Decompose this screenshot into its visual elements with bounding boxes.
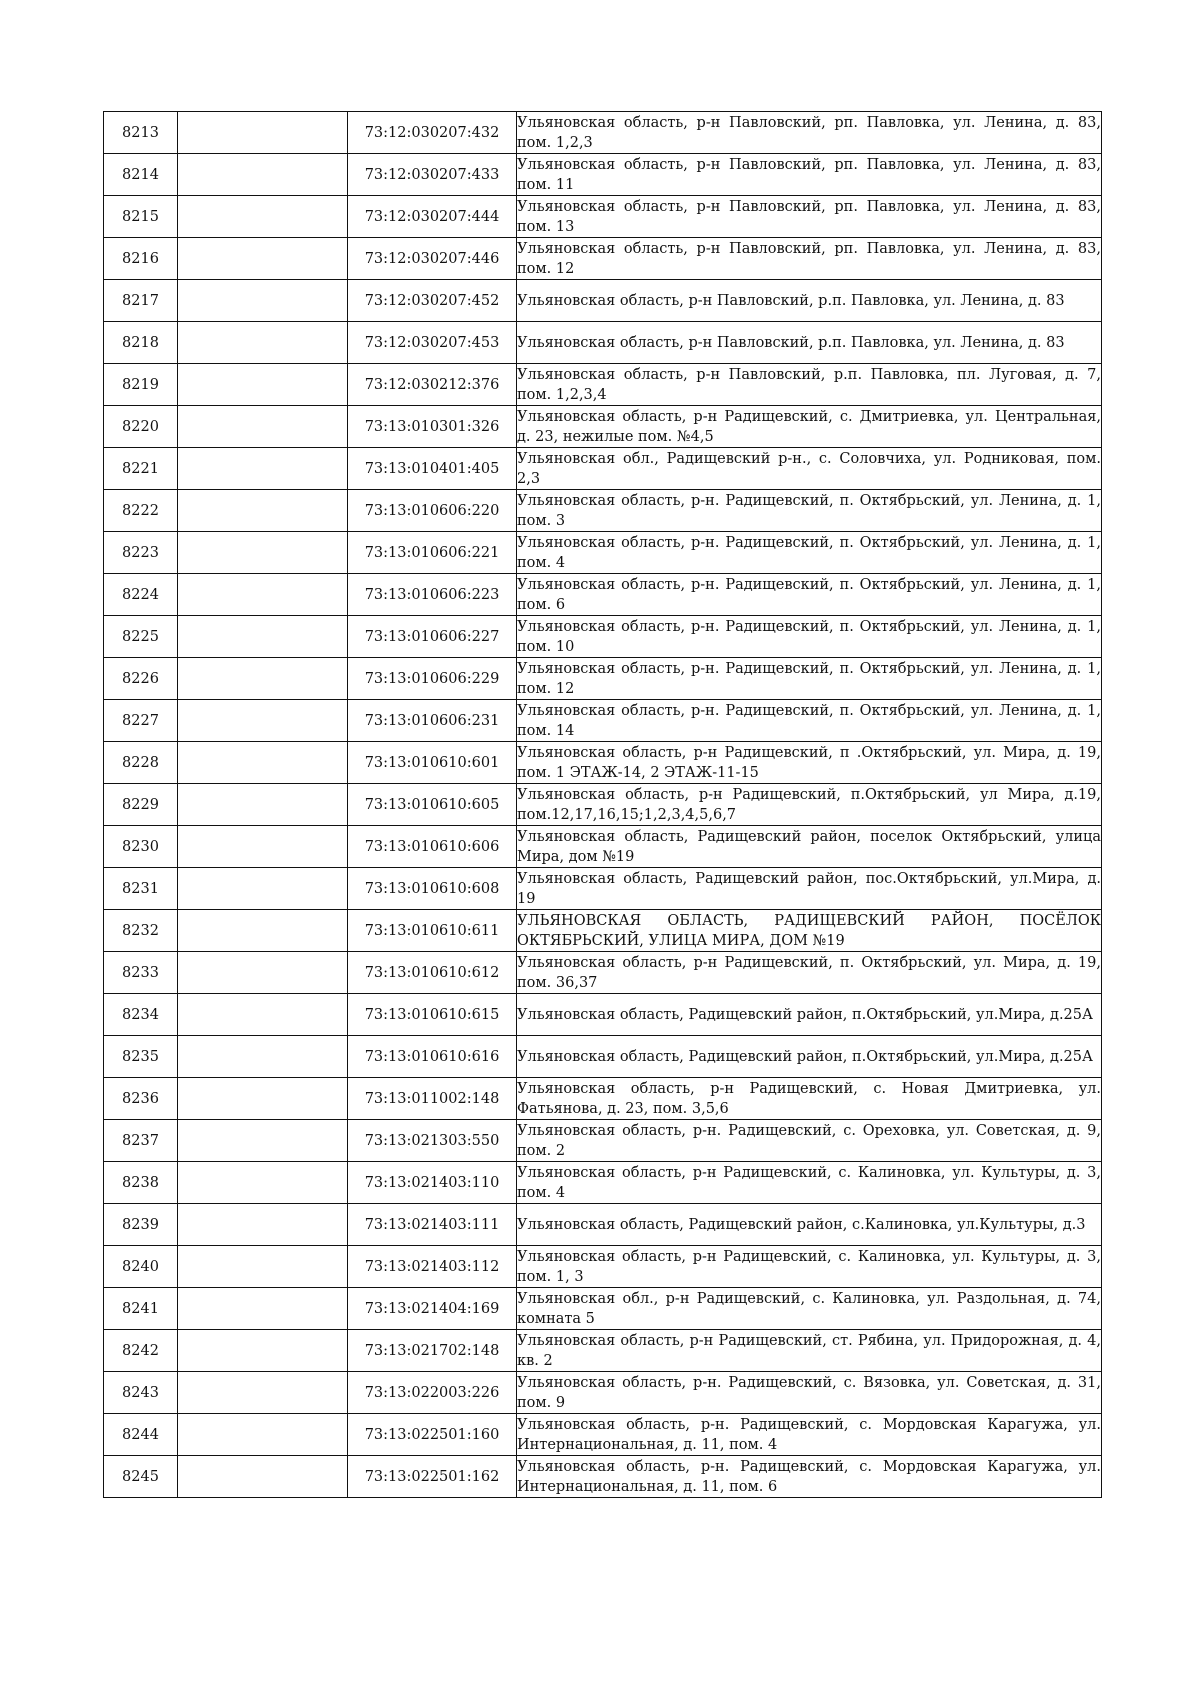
address-cell: Ульяновская область, р-н Павловский, р.п. Павловка, ул. Ленина, д. 83 bbox=[517, 322, 1102, 364]
cadastral-number-cell: 73:13:021403:111 bbox=[348, 1204, 517, 1246]
cadastral-number-cell: 73:12:030207:444 bbox=[348, 196, 517, 238]
property-registry-table bbox=[103, 111, 1102, 1498]
address-cell: Ульяновская область, р-н. Радищевский, с. Вязовка, ул. Советская, д. 31, пом. 9 bbox=[517, 1372, 1102, 1414]
empty-cell bbox=[178, 784, 348, 826]
address-cell: Ульяновская область, р-н Радищевский, с. Калиновка, ул. Культуры, д. 3, пом. 4 bbox=[517, 1162, 1102, 1204]
table-row bbox=[104, 1162, 1102, 1204]
address-cell: УЛЬЯНОВСКАЯ ОБЛАСТЬ, РАДИЩЕВСКИЙ РАЙОН, ПОСЁЛОК ОКТЯБРЬСКИЙ, УЛИЦА МИРА, ДОМ №19 bbox=[517, 910, 1102, 952]
empty-cell bbox=[178, 280, 348, 322]
table-row bbox=[104, 1120, 1102, 1162]
row-number-cell: 8222 bbox=[104, 490, 178, 532]
row-number-cell: 8242 bbox=[104, 1330, 178, 1372]
address-cell: Ульяновская обл., р-н Радищевский, с. Калиновка, ул. Раздольная, д. 74, комната 5 bbox=[517, 1288, 1102, 1330]
address-cell: Ульяновская область, р-н Радищевский, п. Октябрьский, ул. Мира, д. 19, пом. 36,37 bbox=[517, 952, 1102, 994]
cadastral-number-cell: 73:12:030207:432 bbox=[348, 112, 517, 154]
empty-cell bbox=[178, 1246, 348, 1288]
address-cell: Ульяновская область, р-н. Радищевский, п. Октябрьский, ул. Ленина, д. 1, пом. 6 bbox=[517, 574, 1102, 616]
cadastral-number-cell: 73:13:022501:162 bbox=[348, 1456, 517, 1498]
cadastral-number-cell: 73:12:030207:433 bbox=[348, 154, 517, 196]
empty-cell bbox=[178, 532, 348, 574]
row-number-cell: 8244 bbox=[104, 1414, 178, 1456]
cadastral-number-cell: 73:13:010606:220 bbox=[348, 490, 517, 532]
cadastral-number-cell: 73:13:010401:405 bbox=[348, 448, 517, 490]
empty-cell bbox=[178, 910, 348, 952]
table-row bbox=[104, 532, 1102, 574]
table-row bbox=[104, 112, 1102, 154]
cadastral-number-cell: 73:13:022003:226 bbox=[348, 1372, 517, 1414]
cadastral-number-cell: 73:13:010610:616 bbox=[348, 1036, 517, 1078]
cadastral-number-cell: 73:13:010610:612 bbox=[348, 952, 517, 994]
table-row bbox=[104, 952, 1102, 994]
address-cell: Ульяновская область, р-н. Радищевский, с. Ореховка, ул. Советская, д. 9, пом. 2 bbox=[517, 1120, 1102, 1162]
empty-cell bbox=[178, 448, 348, 490]
table-row bbox=[104, 1246, 1102, 1288]
row-number-cell: 8226 bbox=[104, 658, 178, 700]
table-row bbox=[104, 238, 1102, 280]
table-row bbox=[104, 616, 1102, 658]
row-number-cell: 8223 bbox=[104, 532, 178, 574]
address-cell: Ульяновская область, р-н. Радищевский, п. Октябрьский, ул. Ленина, д. 1, пом. 4 bbox=[517, 532, 1102, 574]
table-row bbox=[104, 364, 1102, 406]
address-cell: Ульяновская область, р-н. Радищевский, с. Мордовская Карагужа, ул. Интернациональная, д. 11, пом. 4 bbox=[517, 1414, 1102, 1456]
address-cell: Ульяновская область, Радищевский район, с.Калиновка, ул.Культуры, д.3 bbox=[517, 1204, 1102, 1246]
row-number-cell: 8240 bbox=[104, 1246, 178, 1288]
empty-cell bbox=[178, 952, 348, 994]
address-cell: Ульяновская область, р-н. Радищевский, п. Октябрьский, ул. Ленина, д. 1, пом. 14 bbox=[517, 700, 1102, 742]
empty-cell bbox=[178, 1204, 348, 1246]
empty-cell bbox=[178, 658, 348, 700]
row-number-cell: 8227 bbox=[104, 700, 178, 742]
table-row bbox=[104, 658, 1102, 700]
empty-cell bbox=[178, 364, 348, 406]
table-row bbox=[104, 280, 1102, 322]
table-row bbox=[104, 406, 1102, 448]
cadastral-number-cell: 73:13:021403:110 bbox=[348, 1162, 517, 1204]
empty-cell bbox=[178, 1036, 348, 1078]
empty-cell bbox=[178, 826, 348, 868]
table-row bbox=[104, 1204, 1102, 1246]
empty-cell bbox=[178, 322, 348, 364]
table-row bbox=[104, 1330, 1102, 1372]
empty-cell bbox=[178, 112, 348, 154]
row-number-cell: 8243 bbox=[104, 1372, 178, 1414]
empty-cell bbox=[178, 700, 348, 742]
cadastral-number-cell: 73:13:021702:148 bbox=[348, 1330, 517, 1372]
cadastral-number-cell: 73:13:021403:112 bbox=[348, 1246, 517, 1288]
row-number-cell: 8236 bbox=[104, 1078, 178, 1120]
table-row bbox=[104, 196, 1102, 238]
cadastral-number-cell: 73:12:030207:452 bbox=[348, 280, 517, 322]
row-number-cell: 8219 bbox=[104, 364, 178, 406]
address-cell: Ульяновская область, р-н Радищевский, п .Октябрьский, ул. Мира, д. 19, пом. 1 ЭТАЖ-14, 2 ЭТАЖ-11-15 bbox=[517, 742, 1102, 784]
row-number-cell: 8235 bbox=[104, 1036, 178, 1078]
cadastral-number-cell: 73:13:011002:148 bbox=[348, 1078, 517, 1120]
table-row bbox=[104, 322, 1102, 364]
empty-cell bbox=[178, 616, 348, 658]
row-number-cell: 8229 bbox=[104, 784, 178, 826]
empty-cell bbox=[178, 1414, 348, 1456]
address-cell: Ульяновская область, р-н. Радищевский, с. Мордовская Карагужа, ул. Интернациональная, д. 11, пом. 6 bbox=[517, 1456, 1102, 1498]
address-cell: Ульяновская область, р-н Павловский, р.п. Павловка, ул. Ленина, д. 83 bbox=[517, 280, 1102, 322]
table-row bbox=[104, 1078, 1102, 1120]
row-number-cell: 8225 bbox=[104, 616, 178, 658]
empty-cell bbox=[178, 1288, 348, 1330]
row-number-cell: 8217 bbox=[104, 280, 178, 322]
row-number-cell: 8230 bbox=[104, 826, 178, 868]
cadastral-number-cell: 73:13:021303:550 bbox=[348, 1120, 517, 1162]
empty-cell bbox=[178, 742, 348, 784]
cadastral-number-cell: 73:12:030207:453 bbox=[348, 322, 517, 364]
row-number-cell: 8220 bbox=[104, 406, 178, 448]
cadastral-number-cell: 73:13:010610:605 bbox=[348, 784, 517, 826]
row-number-cell: 8216 bbox=[104, 238, 178, 280]
row-number-cell: 8237 bbox=[104, 1120, 178, 1162]
table-row bbox=[104, 868, 1102, 910]
address-cell: Ульяновская область, Радищевский район, п.Октябрьский, ул.Мира, д.25А bbox=[517, 994, 1102, 1036]
address-cell: Ульяновская область, р-н Радищевский, с. Новая Дмитриевка, ул. Фатьянова, д. 23, пом. 3,5,6 bbox=[517, 1078, 1102, 1120]
row-number-cell: 8233 bbox=[104, 952, 178, 994]
row-number-cell: 8231 bbox=[104, 868, 178, 910]
table-row bbox=[104, 490, 1102, 532]
row-number-cell: 8218 bbox=[104, 322, 178, 364]
empty-cell bbox=[178, 196, 348, 238]
row-number-cell: 8228 bbox=[104, 742, 178, 784]
cadastral-number-cell: 73:13:021404:169 bbox=[348, 1288, 517, 1330]
cadastral-number-cell: 73:13:010606:231 bbox=[348, 700, 517, 742]
address-cell: Ульяновская область, р-н. Радищевский, п. Октябрьский, ул. Ленина, д. 1, пом. 3 bbox=[517, 490, 1102, 532]
empty-cell bbox=[178, 994, 348, 1036]
row-number-cell: 8234 bbox=[104, 994, 178, 1036]
table-row bbox=[104, 448, 1102, 490]
empty-cell bbox=[178, 1162, 348, 1204]
cadastral-number-cell: 73:13:010606:227 bbox=[348, 616, 517, 658]
address-cell: Ульяновская область, р-н Радищевский, с. Калиновка, ул. Культуры, д. 3, пом. 1, 3 bbox=[517, 1246, 1102, 1288]
table-row bbox=[104, 1372, 1102, 1414]
address-cell: Ульяновская область, Радищевский район, поселок Октябрьский, улица Мира, дом №19 bbox=[517, 826, 1102, 868]
row-number-cell: 8232 bbox=[104, 910, 178, 952]
table-row bbox=[104, 574, 1102, 616]
row-number-cell: 8215 bbox=[104, 196, 178, 238]
address-cell: Ульяновская область, р-н Павловский, рп. Павловка, ул. Ленина, д. 83, пом. 11 bbox=[517, 154, 1102, 196]
cadastral-number-cell: 73:13:010610:608 bbox=[348, 868, 517, 910]
table-row bbox=[104, 910, 1102, 952]
address-cell: Ульяновская область, р-н. Радищевский, п. Октябрьский, ул. Ленина, д. 1, пом. 10 bbox=[517, 616, 1102, 658]
cadastral-number-cell: 73:13:010610:615 bbox=[348, 994, 517, 1036]
address-cell: Ульяновская область, р-н Радищевский, п.Октябрьский, ул Мира, д.19, пом.12,17,16,15;1,2,3,4,5,6,7 bbox=[517, 784, 1102, 826]
cadastral-number-cell: 73:13:010606:229 bbox=[348, 658, 517, 700]
cadastral-number-cell: 73:13:010606:221 bbox=[348, 532, 517, 574]
cadastral-number-cell: 73:13:010610:601 bbox=[348, 742, 517, 784]
row-number-cell: 8241 bbox=[104, 1288, 178, 1330]
cadastral-number-cell: 73:13:010606:223 bbox=[348, 574, 517, 616]
row-number-cell: 8238 bbox=[104, 1162, 178, 1204]
address-cell: Ульяновская обл., Радищевский р-н., с. Соловчиха, ул. Родниковая, пом. 2,3 bbox=[517, 448, 1102, 490]
empty-cell bbox=[178, 1330, 348, 1372]
row-number-cell: 8214 bbox=[104, 154, 178, 196]
table-row bbox=[104, 1036, 1102, 1078]
row-number-cell: 8224 bbox=[104, 574, 178, 616]
address-cell: Ульяновская область, р-н Павловский, р.п. Павловка, пл. Луговая, д. 7, пом. 1,2,3,4 bbox=[517, 364, 1102, 406]
table-row bbox=[104, 154, 1102, 196]
cadastral-number-cell: 73:12:030207:446 bbox=[348, 238, 517, 280]
empty-cell bbox=[178, 154, 348, 196]
empty-cell bbox=[178, 238, 348, 280]
cadastral-number-cell: 73:12:030212:376 bbox=[348, 364, 517, 406]
cadastral-number-cell: 73:13:010610:611 bbox=[348, 910, 517, 952]
address-cell: Ульяновская область, р-н. Радищевский, п. Октябрьский, ул. Ленина, д. 1, пом. 12 bbox=[517, 658, 1102, 700]
table-row bbox=[104, 1288, 1102, 1330]
address-cell: Ульяновская область, р-н Павловский, рп. Павловка, ул. Ленина, д. 83, пом. 1,2,3 bbox=[517, 112, 1102, 154]
table-row bbox=[104, 700, 1102, 742]
empty-cell bbox=[178, 1120, 348, 1162]
cadastral-number-cell: 73:13:022501:160 bbox=[348, 1414, 517, 1456]
empty-cell bbox=[178, 1372, 348, 1414]
table-row bbox=[104, 994, 1102, 1036]
address-cell: Ульяновская область, р-н Павловский, рп. Павловка, ул. Ленина, д. 83, пом. 12 bbox=[517, 238, 1102, 280]
empty-cell bbox=[178, 574, 348, 616]
row-number-cell: 8239 bbox=[104, 1204, 178, 1246]
registry-table-body bbox=[104, 112, 1102, 1498]
row-number-cell: 8213 bbox=[104, 112, 178, 154]
address-cell: Ульяновская область, Радищевский район, п.Октябрьский, ул.Мира, д.25А bbox=[517, 1036, 1102, 1078]
address-cell: Ульяновская область, р-н Павловский, рп. Павловка, ул. Ленина, д. 83, пом. 13 bbox=[517, 196, 1102, 238]
empty-cell bbox=[178, 1456, 348, 1498]
empty-cell bbox=[178, 406, 348, 448]
table-row bbox=[104, 742, 1102, 784]
address-cell: Ульяновская область, р-н Радищевский, ст. Рябина, ул. Придорожная, д. 4, кв. 2 bbox=[517, 1330, 1102, 1372]
empty-cell bbox=[178, 868, 348, 910]
table-row bbox=[104, 1414, 1102, 1456]
empty-cell bbox=[178, 1078, 348, 1120]
cadastral-number-cell: 73:13:010610:606 bbox=[348, 826, 517, 868]
address-cell: Ульяновская область, Радищевский район, пос.Октябрьский, ул.Мира, д. 19 bbox=[517, 868, 1102, 910]
address-cell: Ульяновская область, р-н Радищевский, с. Дмитриевка, ул. Центральная, д. 23, нежилые пом. №4,5 bbox=[517, 406, 1102, 448]
row-number-cell: 8221 bbox=[104, 448, 178, 490]
empty-cell bbox=[178, 490, 348, 532]
cadastral-number-cell: 73:13:010301:326 bbox=[348, 406, 517, 448]
table-row bbox=[104, 1456, 1102, 1498]
table-row bbox=[104, 784, 1102, 826]
table-row bbox=[104, 826, 1102, 868]
row-number-cell: 8245 bbox=[104, 1456, 178, 1498]
